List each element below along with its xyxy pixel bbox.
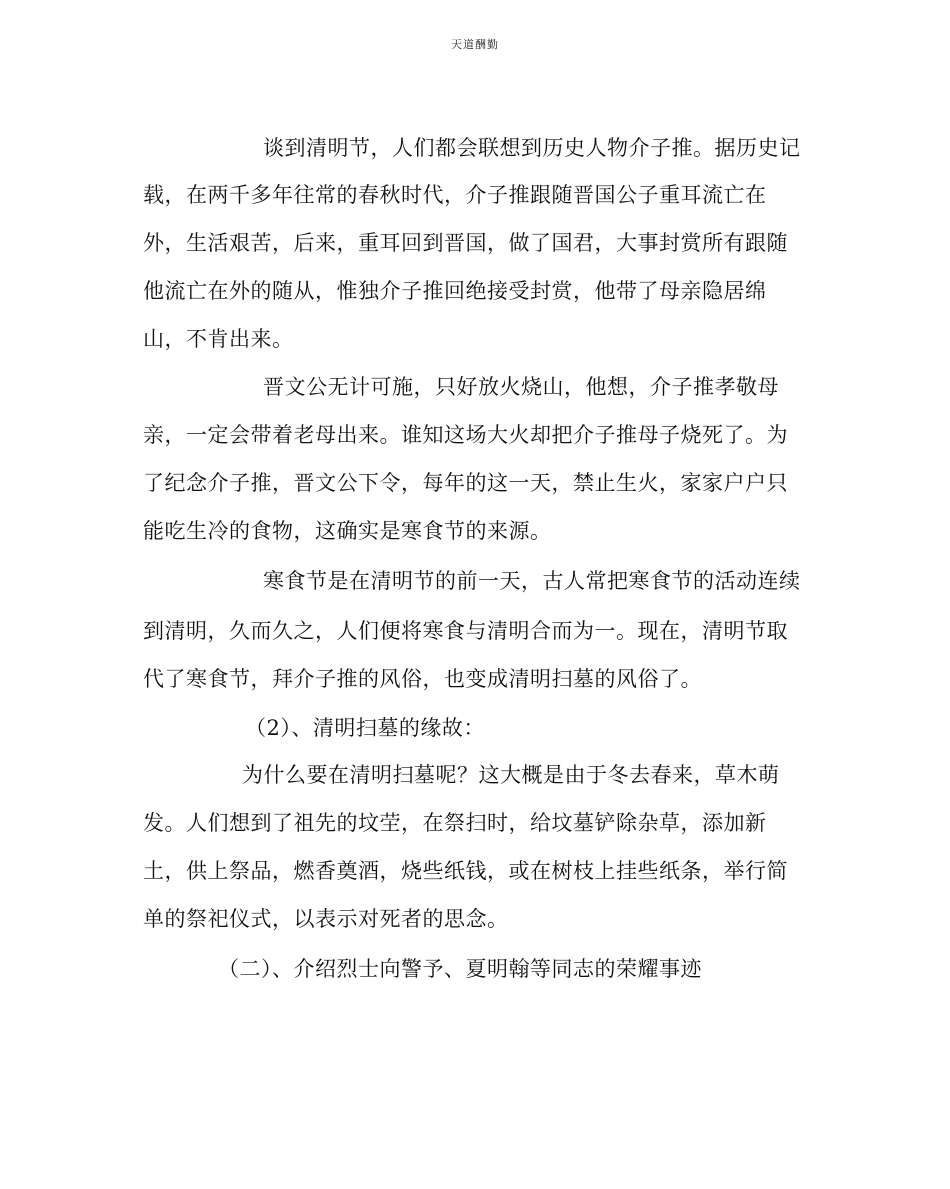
text-line: 晋文公无计可施，只好放火烧山，他想，介子推孝敬母 (263, 375, 779, 399)
text-line: 他流亡在外的随从，惟独介子推回绝接受封赏，他带了母亲隐居绵 (143, 279, 767, 303)
text-line: 到清明，久而久之，人们便将寒食与清明合而为一。现在，清明节取 (143, 619, 788, 643)
text-line: 单的祭祀仪式，以表示对死者的思念。 (143, 907, 509, 931)
text-line: 亲，一定会带着老母出来。谁知这场大火却把介子推母子烧死了。为 (143, 423, 788, 447)
text-line: 代了寒食节，拜介子推的风俗，也变成清明扫墓的风俗了。 (143, 667, 702, 691)
text-line: 山，不肯出来。 (143, 327, 294, 351)
text-line: 了纪念介子推，晋文公下令，每年的这一天，禁止生火，家家户户只 (143, 471, 788, 495)
text-line: 能吃生冷的食物，这确实是寒食节的来源。 (143, 519, 552, 543)
text-line: 载，在两千多年往常的春秋时代，介子推跟随晋国公子重耳流亡在 (143, 183, 767, 207)
text-line: 为什么要在清明扫墓呢？这大概是由于冬去春来，草木萌 (242, 763, 780, 787)
text-line: 寒食节是在清明节的前一天，古人常把寒食节的活动连续 (263, 569, 801, 593)
section-heading: （二）、介绍烈士向警予、夏明翰等同志的荣耀事迹 (218, 957, 702, 981)
text-line: 外，生活艰苦，后来，重耳回到晋国，做了国君，大事封赏所有跟随 (143, 231, 788, 255)
page-header: 天道酬勤 (451, 38, 499, 51)
section-heading: （2）、清明扫墓的缘故： (245, 716, 485, 740)
text-line: 发。人们想到了祖先的坟茔，在祭扫时，给坟墓铲除杂草，添加新 (143, 811, 767, 835)
text-line: 谈到清明节，人们都会联想到历史人物介子推。据历史记 (263, 136, 801, 160)
text-line: 土，供上祭品，燃香奠酒，烧些纸钱，或在树枝上挂些纸条，举行简 (143, 859, 788, 883)
